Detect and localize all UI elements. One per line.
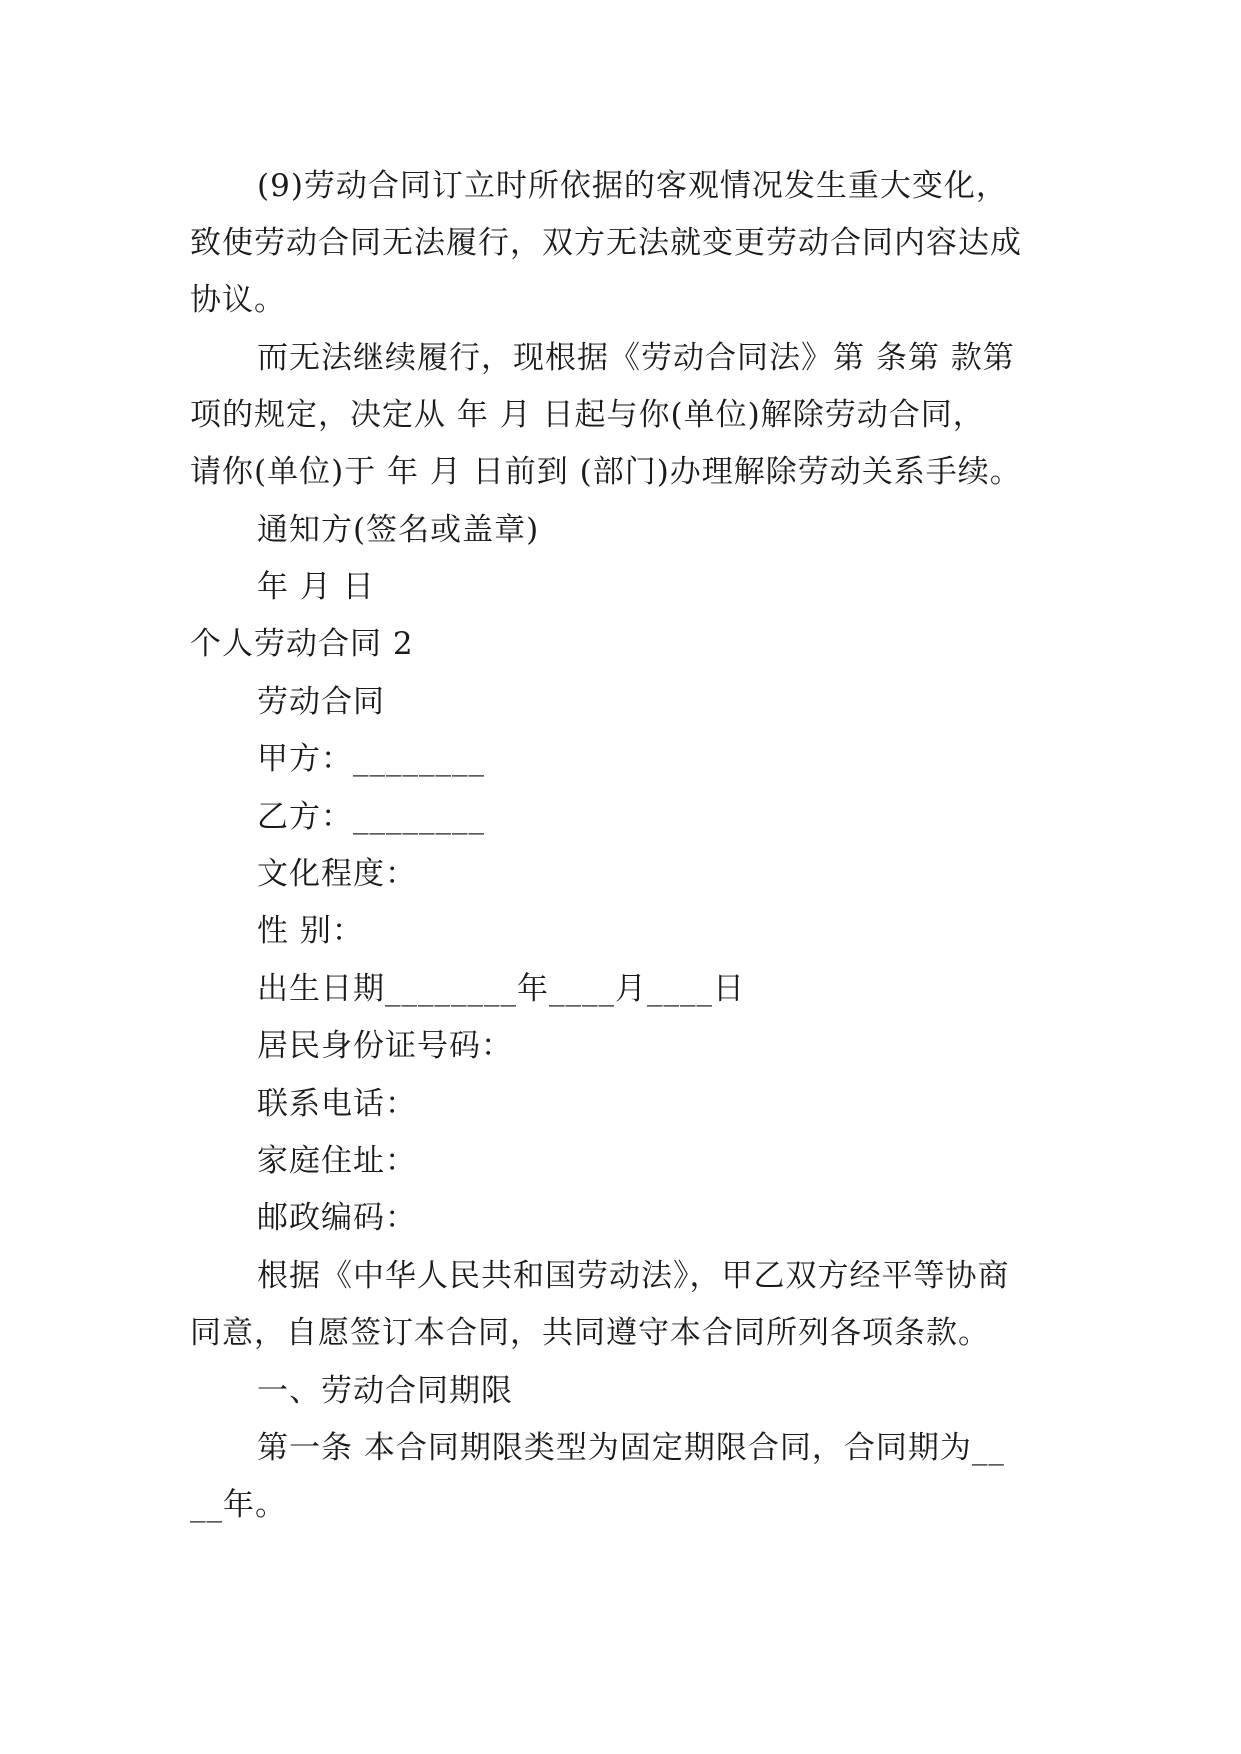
party-a-field: 甲方：________ xyxy=(257,741,485,777)
paragraph-line: __年。 xyxy=(190,1487,287,1523)
signature-label: 通知方(签名或盖章) xyxy=(257,512,540,548)
date-line: 年 月 日 xyxy=(257,569,375,605)
party-b-field: 乙方：________ xyxy=(257,799,485,835)
paragraph-line: 根据《中华人民共和国劳动法》，甲乙双方经平等协商 xyxy=(257,1258,1010,1294)
paragraph-line: 同意，自愿签订本合同，共同遵守本合同所列各项条款。 xyxy=(190,1315,990,1351)
paragraph-line: 请你(单位)于 年 月 日前到 (部门)办理解除劳动关系手续。 xyxy=(190,454,1022,490)
paragraph-line: 致使劳动合同无法履行，双方无法就变更劳动合同内容达成 xyxy=(190,225,1022,261)
paragraph-line: 第一条 本合同期限类型为固定期限合同，合同期为__ xyxy=(257,1430,1005,1466)
birth-date-field: 出生日期________年____月____日 xyxy=(257,971,745,1007)
paragraph-line: 而无法继续履行，现根据《劳动合同法》第 条第 款第 xyxy=(257,340,1015,376)
id-number-field: 居民身份证号码： xyxy=(257,1028,513,1064)
section-heading: 一、劳动合同期限 xyxy=(257,1373,513,1409)
education-field: 文化程度： xyxy=(257,856,417,892)
postal-code-field: 邮政编码： xyxy=(257,1200,417,1236)
paragraph-line: 协议。 xyxy=(190,282,286,318)
address-field: 家庭住址： xyxy=(257,1143,417,1179)
section-title: 个人劳动合同 2 xyxy=(190,626,414,662)
phone-field: 联系电话： xyxy=(257,1086,417,1122)
contract-heading: 劳动合同 xyxy=(257,684,385,720)
paragraph-line: 项的规定，决定从 年 月 日起与你(单位)解除劳动合同， xyxy=(190,397,985,433)
paragraph-line: (9)劳动合同订立时所依据的客观情况发生重大变化， xyxy=(257,168,1008,204)
gender-field: 性 别： xyxy=(257,913,364,949)
